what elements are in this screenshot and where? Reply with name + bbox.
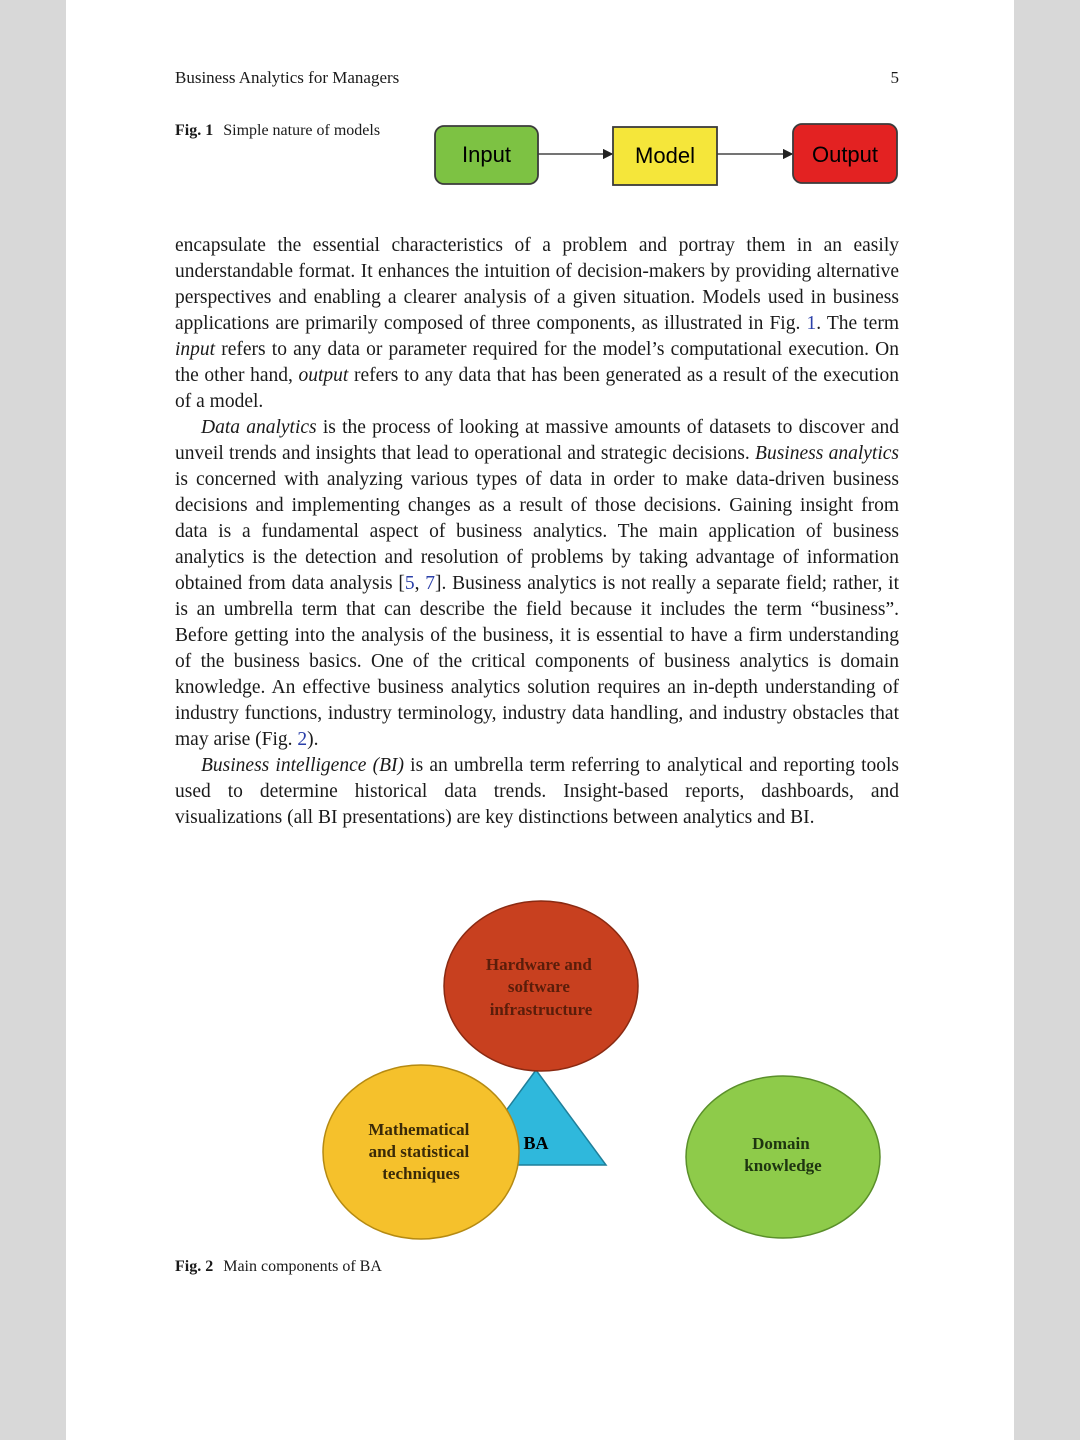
running-head-title: Business Analytics for Managers [175,68,400,87]
page-number: 5 [890,68,899,87]
ba-label: BA [523,1133,549,1153]
reference-link[interactable]: 2 [297,729,308,750]
text-run: , [414,573,426,594]
hardware-line-1: Hardware and [485,955,592,974]
text-run: refers to any data that has been generated as a result of the execution of a model. [175,365,899,412]
text-run: is the process of looking at massive amounts of datasets to discover and unveil trends and insights that lead to operational and strategic decisions. [175,417,900,464]
reference-link[interactable]: 5 [404,573,415,594]
emphasized-term: Business intelligence (BI) [201,755,404,776]
model-box-label: Model [635,143,695,168]
text-run: . The term [816,313,899,334]
emphasized-term: output [298,365,349,386]
domain-line-1: Domain [752,1134,810,1153]
figure2-caption-text: Main components of BA [223,1258,382,1275]
paragraph [175,233,899,415]
figure1-label: Fig. 1 [175,122,214,139]
input-box-label: Input [462,142,511,167]
figure1-caption [175,120,385,142]
paragraph [175,753,899,831]
math-line-1: Mathematical [368,1120,470,1139]
math-line-2: and statistical [368,1142,470,1161]
hardware-line-3: infrastructure [489,1000,593,1019]
output-box-label: Output [811,142,879,167]
reference-link[interactable]: 1 [806,313,817,334]
emphasized-term: Data analytics [201,417,317,438]
reference-link[interactable]: 7 [425,573,436,594]
paragraph [175,415,899,753]
text-run: ). [307,729,319,750]
text-run: is concerned with analyzing various types of data in order to make data-driven business decisions and implementing changes as a result of those decisions. Gaining insight from data is a fundamental aspect of business analytics. The main application of business analytics is the detection and resolution of problems by taking advantage of information obtained from data analysis [ [175,469,899,594]
figure2-diagram [246,895,886,1240]
figure1-caption-text: Simple nature of models [223,122,381,139]
text-run: ]. Business analytics is not really a separate field; rather, it is an umbrella term that can describe the field because it includes the term “business”. Before getting into the analysis of the business, it is essential to have a firm understanding of the business basics. One of the critical components of business analytics is domain knowledge. An effective business analytics solution requires an in-depth understanding of industry functions, industry terminology, industry data handling, and industry obstacles that may arise (Fig. [175,573,899,750]
emphasized-term: Business analytics [755,443,900,464]
body-text [175,233,899,831]
figure2-label: Fig. 2 [175,1258,214,1275]
math-label [368,1120,473,1183]
page [66,0,1014,1440]
figure1-diagram [426,118,906,198]
text-run: is an umbrella term referring to analytical and reporting tools used to determine historical data trends. Insight-based reports, dashboards, and visualizations (all BI presentations) are key distinctions between analytics and BI. [175,755,900,828]
emphasized-term: input [175,339,216,360]
math-line-3: techniques [382,1164,460,1183]
text-run: encapsulate the essential characteristics of a problem and portray them in an easily understandable format. It enhances the intuition of decision-makers by providing alternative perspectives and enabling a clearer analysis of a given situation. Models used in business applications are primarily composed of three components, as illustrated in Fig. [175,235,899,334]
domain-line-2: knowledge [744,1156,822,1175]
text-run: refers to any data or parameter required for the model’s computational execution. On the other hand, [175,339,899,386]
hardware-line-2: software [507,977,570,996]
figure2-caption [175,1258,382,1276]
